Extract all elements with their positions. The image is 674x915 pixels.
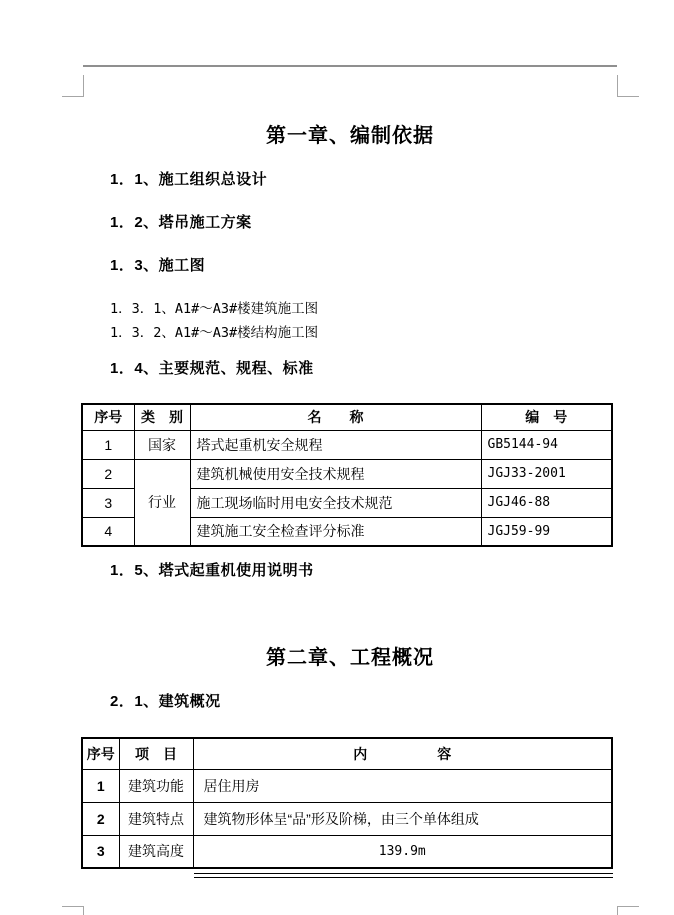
name-cell: 建筑施工安全检查评分标准 — [190, 517, 481, 546]
name-cell: 塔式起重机安全规程 — [190, 430, 481, 459]
table-row — [82, 459, 612, 488]
table-continuation-divider — [194, 873, 613, 878]
name-cell: 建筑机械使用安全技术规程 — [190, 459, 481, 488]
col-header-seq: 序号 — [82, 404, 134, 430]
page-top-rule — [83, 65, 617, 67]
section-1-5-heading: 1．5、塔式起重机使用说明书 — [110, 562, 314, 579]
crop-mark-top-right — [617, 75, 639, 97]
section-1-1-heading: 1．1、施工组织总设计 — [110, 171, 268, 188]
code-cell: JGJ33-2001 — [481, 459, 612, 488]
crop-mark-bottom-left — [62, 906, 84, 915]
chapter-2-title: 第二章、工程概况 — [266, 647, 434, 669]
seq-cell: 3 — [82, 488, 134, 517]
seq-cell: 2 — [82, 802, 119, 835]
code-cell: JGJ46-88 — [481, 488, 612, 517]
overview-table-header-row — [82, 738, 612, 769]
content-cell: 139.9m — [193, 835, 612, 868]
section-1-4-heading: 1．4、主要规范、规程、标准 — [110, 360, 314, 377]
table-row — [82, 835, 612, 868]
subsection-1-3-2: 1．3．2、A1#～A3#楼结构施工图 — [110, 325, 319, 341]
content-cell: 居住用房 — [193, 769, 612, 802]
table-row — [82, 769, 612, 802]
standards-table — [81, 403, 613, 547]
code-cell: GB5144-94 — [481, 430, 612, 459]
crop-mark-bottom-right — [617, 906, 639, 915]
col-header-category: 类 别 — [134, 404, 190, 430]
item-cell: 建筑特点 — [119, 802, 193, 835]
item-cell: 建筑功能 — [119, 769, 193, 802]
standards-table-header-row — [82, 404, 612, 430]
col-header-code: 编 号 — [481, 404, 612, 430]
seq-cell: 4 — [82, 517, 134, 546]
category-cell: 国家 — [134, 430, 190, 459]
chapter-1-title: 第一章、编制依据 — [266, 125, 434, 147]
crop-mark-top-left — [62, 75, 84, 97]
content-cell: 建筑物形体呈“品”形及阶梯，由三个单体组成 — [193, 802, 612, 835]
seq-cell: 2 — [82, 459, 134, 488]
category-cell-merged: 行业 — [134, 459, 190, 546]
table-row — [82, 430, 612, 459]
section-1-3-heading: 1．3、施工图 — [110, 257, 206, 274]
item-cell: 建筑高度 — [119, 835, 193, 868]
section-2-1-heading: 2．1、建筑概况 — [110, 693, 221, 710]
table-row — [82, 802, 612, 835]
subsection-1-3-1: 1．3．1、A1#～A3#楼建筑施工图 — [110, 301, 319, 317]
col-header-seq: 序号 — [82, 738, 119, 769]
col-header-item: 项 目 — [119, 738, 193, 769]
building-overview-table — [81, 737, 613, 869]
col-header-name: 名 称 — [190, 404, 481, 430]
seq-cell: 3 — [82, 835, 119, 868]
name-cell: 施工现场临时用电安全技术规范 — [190, 488, 481, 517]
seq-cell: 1 — [82, 769, 119, 802]
seq-cell: 1 — [82, 430, 134, 459]
section-1-2-heading: 1．2、塔吊施工方案 — [110, 214, 252, 231]
code-cell: JGJ59-99 — [481, 517, 612, 546]
col-header-content: 内 容 — [193, 738, 612, 769]
